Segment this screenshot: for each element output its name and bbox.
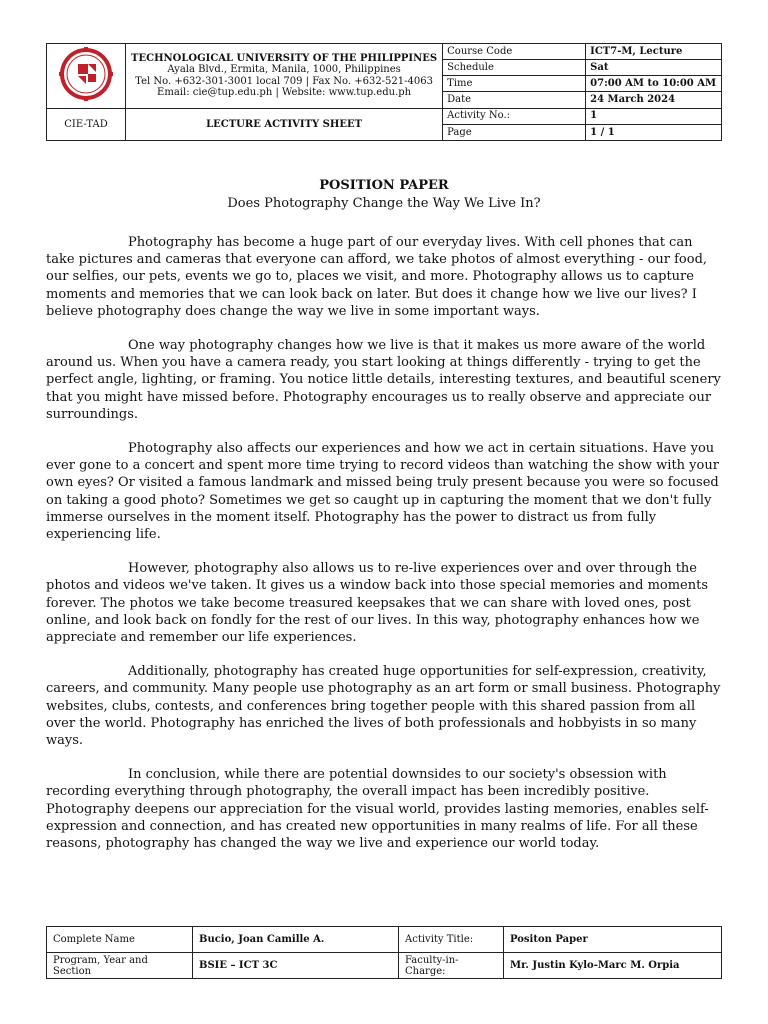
university-name: TECHNOLOGICAL UNIVERSITY OF THE PHILIPPINES: [131, 52, 438, 64]
info-label: Activity No.:: [443, 108, 586, 124]
university-info-cell: [126, 44, 443, 109]
name-value: Bucio, Joan Camille A.: [193, 927, 399, 953]
department-code: CIE-TAD: [47, 108, 126, 140]
footer-table: [46, 926, 722, 979]
program-value: BSIE – ICT 3C: [193, 953, 399, 979]
paragraph: However, photography also allows us to re-live experiences over and over through the photos and videos we've taken. It gives us a window back into those special memories and moments forever. The photos we take become treasured keepsakes that we can share with loved ones, post online, and look back on fondly for the rest of our lives. In this way, photography enhances how we appreciate and remember our life experiences.: [46, 561, 709, 646]
info-value: 1: [586, 108, 722, 124]
document-subtitle: Does Photography Change the Way We Live In?: [227, 196, 541, 211]
info-value: 1 / 1: [586, 124, 722, 140]
info-value: Sat: [586, 60, 722, 76]
info-label: Date: [443, 92, 586, 108]
essay-body: [46, 234, 722, 869]
paragraph: Photography also affects our experiences and how we act in certain situations. Have you ever gone to a concert and spent more time trying to record videos than watching the show with your own eyes? Or visited a famous landmark and missed being truly present because you were so focused on taking a good photo? Sometimes we get so caught up in capturing the moment that we don't fully immerse ourselves in the moment itself. Photography has the power to distract us from fully experiencing life.: [46, 441, 719, 543]
header-table: [46, 43, 722, 141]
info-label: Time: [443, 76, 586, 92]
info-value: ICT7-M, Lecture: [586, 44, 722, 60]
info-value: 07:00 AM to 10:00 AM: [586, 76, 722, 92]
university-email: Email: cie@tup.edu.ph | Website: www.tup.edu.ph: [157, 87, 412, 99]
university-seal-cell: [47, 44, 126, 109]
activity-title-label: Activity Title:: [399, 927, 504, 953]
program-label: Program, Year and Section: [47, 953, 193, 979]
paragraph: One way photography changes how we live is that it makes us more aware of the world around us. When you have a camera ready, you start looking at things differently - trying to get the perfect angle, lighting, or framing. You notice little details, interesting textures, and beautiful scenery that you might have missed before. Photography encourages us to really observe and appreciate our surroundings.: [46, 338, 721, 422]
sheet-title: LECTURE ACTIVITY SHEET: [126, 108, 443, 140]
activity-title-value: Positon Paper: [504, 927, 722, 953]
name-label: Complete Name: [47, 927, 193, 953]
paragraph: In conclusion, while there are potential downsides to our society's obsession with recording everything through photography, the overall impact has been incredibly positive. Photography deepens our appreciation for the visual world, provides lasting memories, enables self-expression and connection, and has created new opportunities in many realms of life. For all these reasons, photography has changed the way we live and experience our world today.: [46, 767, 709, 852]
info-label: Page: [443, 124, 586, 140]
paragraph: Photography has become a huge part of our everyday lives. With cell phones that can take pictures and cameras that everyone can afford, we take photos of almost everything - our food, our selfies, our pets, events we go to, places we visit, and more. Photography allows us to capture moments and memories that we can look back on later. But does it change how we live our lives? I believe photography does change the way we live in some important ways.: [46, 235, 708, 319]
paragraph: Additionally, photography has created huge opportunities for self-expression, creativity, careers, and community. Many people use photography as an art form or small business. Photography websites, clubs, contests, and conferences bring together people with this shared passion from all over the world. Photography has enriched the lives of both professionals and hobbyists in so many ways.: [46, 664, 721, 749]
university-address: Ayala Blvd., Ermita, Manila, 1000, Philippines: [167, 64, 401, 76]
info-label: Course Code: [443, 44, 586, 60]
info-label: Schedule: [443, 60, 586, 76]
faculty-label: Faculty-in-Charge:: [399, 953, 504, 979]
university-seal-icon: [58, 46, 114, 102]
info-value: 24 March 2024: [586, 92, 722, 108]
faculty-value: Mr. Justin Kylo-Marc M. Orpia: [504, 953, 722, 979]
university-contact: Tel No. +632-301-3001 local 709 | Fax No. +632-521-4063: [135, 75, 433, 87]
document-title: POSITION PAPER: [319, 178, 449, 193]
